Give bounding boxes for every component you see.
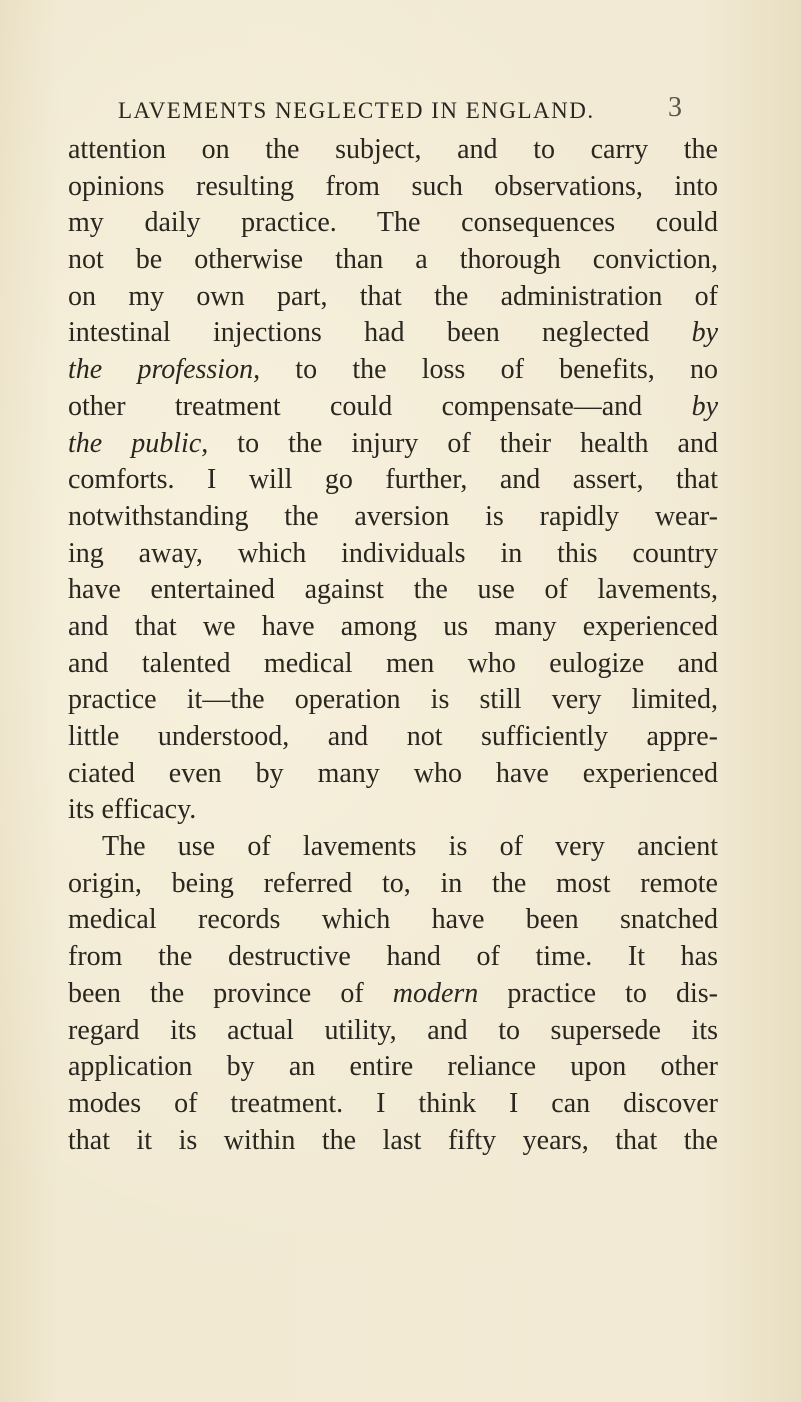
text-line: ciated even by many who have experienced	[68, 757, 718, 789]
text-segment: practice to dis-	[478, 977, 718, 1009]
italic-text: by	[691, 317, 718, 349]
text-line	[68, 976, 718, 1013]
text-line: opinions resulting from such observations, into	[68, 170, 718, 202]
text-line: have entertained against the use of lavements,	[68, 574, 718, 606]
text-line: regard its actual utility, and to supersede its	[68, 1014, 718, 1046]
italic-text: the public,	[68, 427, 209, 459]
text-segment: to the injury of their health and	[208, 427, 718, 459]
text-line: and that we have among us many experienced	[68, 610, 718, 642]
text-line	[68, 352, 718, 389]
text-line: modes of treatment. I think I can discover	[68, 1087, 718, 1119]
text-line: on my own part, that the administration of	[68, 280, 718, 312]
text-line	[68, 315, 718, 352]
text-segment: intestinal injections had been neglected	[68, 317, 692, 349]
text-line: ing away, which individuals in this country	[68, 537, 718, 569]
body-text	[68, 132, 718, 1159]
page-number: 3	[668, 92, 682, 123]
text-line: and talented medical men who eulogize and	[68, 647, 718, 679]
italic-text: by	[691, 390, 718, 422]
text-line: medical records which have been snatched	[68, 904, 718, 936]
text-segment: to the loss of benefits, no	[260, 354, 718, 386]
text-segment: been the province of	[68, 977, 393, 1009]
text-segment: other treatment could compensate—and	[68, 390, 692, 422]
text-line: that it is within the last fifty years, that the	[68, 1124, 718, 1156]
italic-text: the profession,	[68, 354, 261, 386]
text-line: origin, being referred to, in the most remote	[68, 867, 718, 899]
text-line: little understood, and not sufficiently appre-	[68, 721, 718, 752]
text-line: my daily practice. The consequences could	[68, 207, 718, 239]
text-line: from the destructive hand of time. It has	[68, 941, 718, 973]
text-line: notwithstanding the aversion is rapidly wear-	[68, 500, 718, 532]
italic-text: modern	[392, 977, 479, 1009]
text-line: attention on the subject, and to carry the	[68, 134, 718, 165]
text-line: comforts. I will go further, and assert, that	[68, 464, 718, 496]
text-line: application by an entire reliance upon other	[68, 1051, 718, 1083]
text-line: its efficacy.	[68, 794, 197, 826]
text-line: not be otherwise than a thorough conviction,	[68, 244, 718, 276]
text-line	[68, 389, 718, 426]
running-head: LAVEMENTS NEGLECTED IN ENGLAND.	[118, 98, 595, 123]
paragraph-start-line: The use of lavements is of very ancient	[102, 831, 718, 863]
text-line	[68, 426, 718, 463]
text-line: practice it—the operation is still very limited,	[68, 684, 718, 716]
